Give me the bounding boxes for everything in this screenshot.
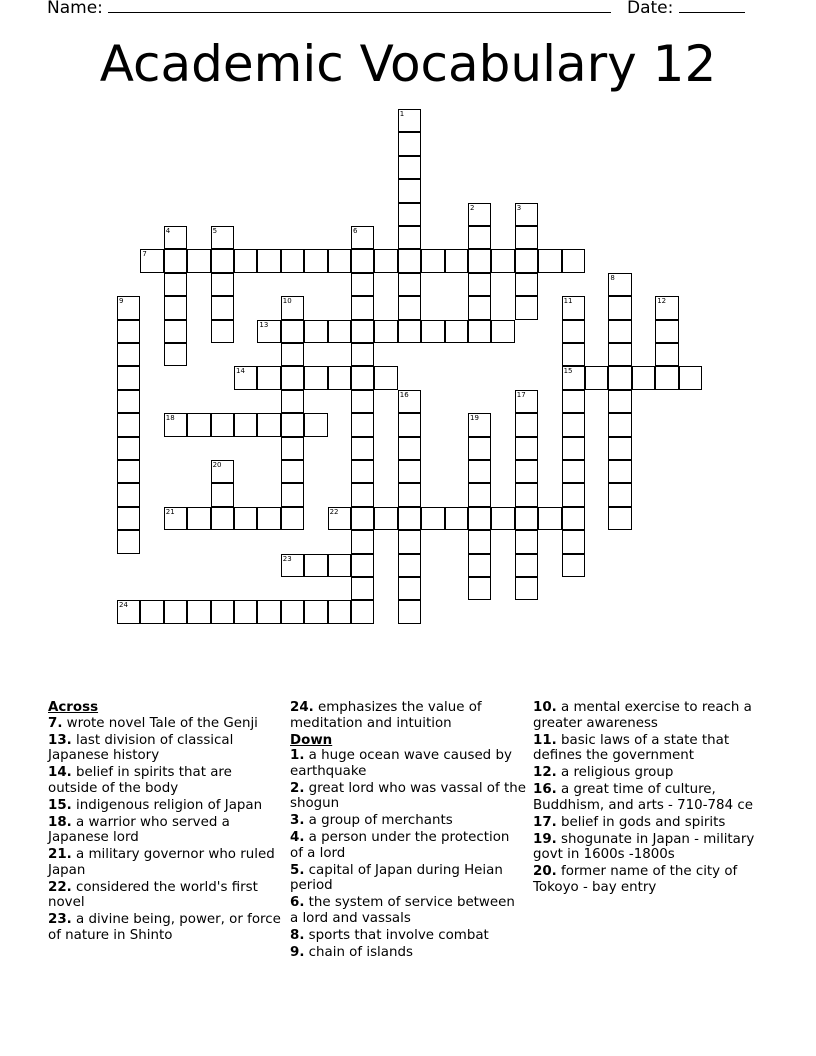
clue-text: a huge ocean wave caused by earthquake xyxy=(290,748,512,779)
crossword-cell[interactable] xyxy=(655,296,678,319)
clue-text: belief in spirits that are outside of the body xyxy=(48,765,232,796)
crossword-cell[interactable] xyxy=(655,320,678,343)
crossword-cell[interactable] xyxy=(398,109,421,132)
crossword-cell[interactable] xyxy=(281,343,304,366)
crossword-cell[interactable] xyxy=(398,226,421,249)
clue-text: great lord who was vassal of the shogun xyxy=(290,780,526,812)
clue-number: 17 xyxy=(516,390,526,399)
clue-label-number: 23. xyxy=(48,912,72,928)
crossword-cell[interactable] xyxy=(257,249,280,272)
crossword-cell[interactable] xyxy=(304,320,327,343)
crossword-cell[interactable] xyxy=(632,366,655,389)
clue-text: a religious group xyxy=(556,765,674,781)
clue-text: sports that involve combat xyxy=(304,928,489,944)
clue-label-number: 2. xyxy=(290,780,305,796)
crossword-cell[interactable] xyxy=(679,366,702,389)
crossword-cell[interactable] xyxy=(281,320,304,343)
clues-column-2 xyxy=(290,700,526,962)
crossword-cell[interactable] xyxy=(398,156,421,179)
clue-text: a great time of culture, Buddhism, and arts - 710-784 ce xyxy=(533,782,753,813)
crossword-cell[interactable] xyxy=(374,249,397,272)
crossword-cell[interactable] xyxy=(117,366,140,389)
crossword-cell[interactable] xyxy=(164,296,187,319)
crossword-cell[interactable] xyxy=(164,226,187,249)
clue-number: 20 xyxy=(212,461,222,469)
crossword-cell[interactable] xyxy=(234,366,257,389)
crossword-cell[interactable] xyxy=(281,554,304,577)
clue-number: 5 xyxy=(212,227,218,235)
crossword-cell[interactable] xyxy=(351,507,374,530)
crossword-cell[interactable] xyxy=(398,413,421,436)
crossword-cell[interactable] xyxy=(257,366,280,389)
crossword-cell[interactable] xyxy=(562,437,585,460)
crossword-cell[interactable] xyxy=(398,530,421,553)
crossword-cell[interactable] xyxy=(234,507,257,530)
clue-text: considered the world's first novel xyxy=(48,879,258,911)
crossword-cell[interactable] xyxy=(468,226,491,249)
crossword-cell[interactable] xyxy=(655,366,678,389)
crossword-cell[interactable] xyxy=(515,413,538,436)
clue-number: 11 xyxy=(563,297,573,306)
crossword-cell[interactable] xyxy=(608,296,631,319)
clue-label-number: 6. xyxy=(290,895,305,911)
across-clue xyxy=(48,880,284,911)
crossword-cell[interactable] xyxy=(351,296,374,319)
crossword-cell[interactable] xyxy=(515,437,538,460)
crossword-cell[interactable] xyxy=(328,366,351,389)
down-clue xyxy=(290,781,526,812)
crossword-cell[interactable] xyxy=(211,249,234,272)
crossword-cell[interactable] xyxy=(585,366,608,389)
crossword-cell[interactable] xyxy=(538,249,561,272)
clue-label-number: 19. xyxy=(533,831,557,847)
crossword-cell[interactable] xyxy=(491,507,514,530)
crossword-cell[interactable] xyxy=(281,483,304,506)
crossword-cell[interactable] xyxy=(164,249,187,272)
crossword-cell[interactable] xyxy=(211,226,234,249)
crossword-cell[interactable] xyxy=(468,320,491,343)
crossword-cell[interactable] xyxy=(562,530,585,553)
crossword-cell[interactable] xyxy=(187,507,210,530)
crossword-cell[interactable] xyxy=(211,320,234,343)
crossword-cell[interactable] xyxy=(211,483,234,506)
crossword-cell[interactable] xyxy=(562,390,585,413)
crossword-cell[interactable] xyxy=(468,460,491,483)
clue-label-number: 21. xyxy=(48,847,72,863)
crossword-cell[interactable] xyxy=(117,296,140,319)
crossword-cell[interactable] xyxy=(234,249,257,272)
crossword-cell[interactable] xyxy=(351,249,374,272)
crossword-cell[interactable] xyxy=(187,600,210,623)
clue-label-number: 8. xyxy=(290,928,305,944)
clue-text: the system of service between a lord and vassals xyxy=(290,895,515,927)
crossword-cell[interactable] xyxy=(257,600,280,623)
crossword-cell[interactable] xyxy=(211,460,234,483)
clue-number: 23 xyxy=(282,554,292,563)
crossword-cell[interactable] xyxy=(562,366,585,389)
clue-text: a person under the protection of a lord xyxy=(290,830,510,861)
crossword-cell[interactable] xyxy=(515,273,538,296)
crossword-cell[interactable] xyxy=(445,249,468,272)
crossword-cell[interactable] xyxy=(351,554,374,577)
crossword-cell[interactable] xyxy=(351,577,374,600)
crossword-cell[interactable] xyxy=(351,483,374,506)
clue-number: 6 xyxy=(353,227,358,235)
across-clues-column-1 xyxy=(48,700,284,945)
clue-text: capital of Japan during Heian period xyxy=(290,862,503,894)
crossword-cell[interactable] xyxy=(164,600,187,623)
crossword-cell[interactable] xyxy=(515,460,538,483)
crossword-cell[interactable] xyxy=(468,203,491,226)
crossword-cell[interactable] xyxy=(351,413,374,436)
crossword-cell[interactable] xyxy=(351,366,374,389)
crossword-cell[interactable] xyxy=(398,249,421,272)
crossword-cell[interactable] xyxy=(281,600,304,623)
down-clue xyxy=(290,895,526,926)
crossword-cell[interactable] xyxy=(468,437,491,460)
crossword-cell[interactable] xyxy=(328,320,351,343)
crossword-cell[interactable] xyxy=(117,343,140,366)
crossword-cell[interactable] xyxy=(515,249,538,272)
crossword-cell[interactable] xyxy=(117,600,140,623)
crossword-cell[interactable] xyxy=(211,273,234,296)
down-clue xyxy=(533,832,769,863)
crossword-cell[interactable] xyxy=(374,366,397,389)
crossword-cell[interactable] xyxy=(398,390,421,413)
crossword-cell[interactable] xyxy=(468,273,491,296)
down-clue xyxy=(533,733,769,764)
crossword-cell[interactable] xyxy=(608,507,631,530)
crossword-cell[interactable] xyxy=(562,296,585,319)
clue-text: former name of the city of Tokoyo - bay entry xyxy=(533,864,738,895)
clue-label-number: 20. xyxy=(533,864,557,880)
clue-number: 7 xyxy=(142,250,147,259)
clue-label-number: 18. xyxy=(48,814,72,830)
down-clue xyxy=(533,765,769,781)
date-label: Date: xyxy=(627,0,674,18)
crossword-cell[interactable] xyxy=(468,296,491,319)
crossword-cell[interactable] xyxy=(562,343,585,366)
clue-number: 14 xyxy=(236,367,245,376)
crossword-cell[interactable] xyxy=(211,296,234,319)
crossword-cell[interactable] xyxy=(374,320,397,343)
across-clue xyxy=(48,815,284,846)
crossword-cell[interactable] xyxy=(281,390,304,413)
crossword-cell[interactable] xyxy=(608,483,631,506)
crossword-cell[interactable] xyxy=(117,483,140,506)
crossword-cell[interactable] xyxy=(281,507,304,530)
crossword-cell[interactable] xyxy=(562,413,585,436)
crossword-cell[interactable] xyxy=(398,320,421,343)
crossword-cell[interactable] xyxy=(164,507,187,530)
clue-label-number: 13. xyxy=(48,732,72,748)
down-clue xyxy=(290,830,526,861)
crossword-cell[interactable] xyxy=(117,437,140,460)
clue-number: 18 xyxy=(165,414,175,423)
crossword-cell[interactable] xyxy=(351,226,374,249)
clue-text: wrote novel Tale of the Genji xyxy=(62,715,258,731)
crossword-cell[interactable] xyxy=(164,343,187,366)
crossword-cell[interactable] xyxy=(562,554,585,577)
crossword-cell[interactable] xyxy=(562,483,585,506)
crossword-cell[interactable] xyxy=(608,343,631,366)
clue-number: 12 xyxy=(657,297,667,306)
across-clue xyxy=(48,765,284,796)
clue-number: 16 xyxy=(399,390,409,399)
crossword-cell[interactable] xyxy=(257,320,280,343)
clue-label-number: 14. xyxy=(48,765,72,781)
crossword-cell[interactable] xyxy=(398,296,421,319)
crossword-cell[interactable] xyxy=(351,460,374,483)
clue-number: 3 xyxy=(516,203,522,212)
crossword-cell[interactable] xyxy=(257,507,280,530)
clue-number: 8 xyxy=(610,273,615,282)
crossword-cell[interactable] xyxy=(421,320,444,343)
crossword-cell[interactable] xyxy=(187,413,210,436)
crossword-cell[interactable] xyxy=(398,132,421,155)
clue-label-number: 5. xyxy=(290,862,305,878)
crossword-cell[interactable] xyxy=(398,600,421,623)
crossword-cell[interactable] xyxy=(117,530,140,553)
crossword-cell[interactable] xyxy=(608,366,631,389)
crossword-cell[interactable] xyxy=(655,343,678,366)
crossword-cell[interactable] xyxy=(608,273,631,296)
crossword-cell[interactable] xyxy=(398,554,421,577)
crossword-cell[interactable] xyxy=(445,320,468,343)
crossword-cell[interactable] xyxy=(515,530,538,553)
clue-label-number: 10. xyxy=(533,700,557,715)
crossword-cell[interactable] xyxy=(608,460,631,483)
crossword-cell[interactable] xyxy=(421,507,444,530)
crossword-cell[interactable] xyxy=(117,460,140,483)
clue-label-number: 24. xyxy=(290,700,314,715)
crossword-cell[interactable] xyxy=(234,600,257,623)
across-clue xyxy=(48,847,284,878)
crossword-cell[interactable] xyxy=(117,320,140,343)
crossword-cell[interactable] xyxy=(211,507,234,530)
clue-label-number: 15. xyxy=(48,797,72,813)
down-clue xyxy=(533,864,769,895)
crossword-cell[interactable] xyxy=(398,577,421,600)
clue-number: 10 xyxy=(282,297,292,306)
clue-number: 9 xyxy=(119,297,124,306)
crossword-cell[interactable] xyxy=(328,249,351,272)
clue-text: shogunate in Japan - military govt in 1600s -1800s xyxy=(533,831,755,863)
crossword-cell[interactable] xyxy=(304,600,327,623)
clue-number: 2 xyxy=(470,203,475,212)
crossword-cell[interactable] xyxy=(164,273,187,296)
clue-label-number: 22. xyxy=(48,879,72,895)
crossword-cell[interactable] xyxy=(491,249,514,272)
crossword-cell[interactable] xyxy=(304,413,327,436)
crossword-cell[interactable] xyxy=(117,507,140,530)
across-clue xyxy=(48,912,284,943)
crossword-cell[interactable] xyxy=(281,296,304,319)
crossword-cell[interactable] xyxy=(234,413,257,436)
crossword-cell[interactable] xyxy=(257,413,280,436)
crossword-cell[interactable] xyxy=(515,507,538,530)
crossword-cell[interactable] xyxy=(281,249,304,272)
crossword-cell[interactable] xyxy=(304,249,327,272)
crossword-cell[interactable] xyxy=(398,437,421,460)
crossword-cell[interactable] xyxy=(211,600,234,623)
clue-number: 24 xyxy=(119,601,128,610)
crossword-cell[interactable] xyxy=(211,413,234,436)
clue-number: 15 xyxy=(563,367,573,376)
clue-label-number: 1. xyxy=(290,748,305,764)
crossword-cell[interactable] xyxy=(351,320,374,343)
down-clue xyxy=(290,863,526,894)
clue-text: last division of classical Japanese history xyxy=(48,732,234,764)
name-label: Name: xyxy=(47,0,103,18)
crossword-cell[interactable] xyxy=(515,483,538,506)
crossword-cell[interactable] xyxy=(468,577,491,600)
clue-number: 22 xyxy=(329,507,339,516)
crossword-cell[interactable] xyxy=(398,483,421,506)
crossword-cell[interactable] xyxy=(468,249,491,272)
crossword-cell[interactable] xyxy=(398,507,421,530)
crossword-cell[interactable] xyxy=(351,343,374,366)
crossword-cell[interactable] xyxy=(281,437,304,460)
crossword-cell[interactable] xyxy=(164,320,187,343)
crossword-cell[interactable] xyxy=(468,413,491,436)
clue-text: indigenous religion of Japan xyxy=(71,797,263,813)
across-clue xyxy=(48,733,284,764)
crossword-cell[interactable] xyxy=(187,249,210,272)
down-clue xyxy=(290,748,526,779)
clue-label-number: 16. xyxy=(533,782,557,798)
crossword-cell[interactable] xyxy=(351,437,374,460)
crossword-cell[interactable] xyxy=(538,507,561,530)
clue-label-number: 4. xyxy=(290,830,305,846)
crossword-cell[interactable] xyxy=(328,554,351,577)
crossword-cell[interactable] xyxy=(562,249,585,272)
clue-label-number: 11. xyxy=(533,732,557,748)
down-clue xyxy=(290,945,526,961)
clues-column-3 xyxy=(533,700,769,897)
crossword-cell[interactable] xyxy=(351,273,374,296)
clue-text: basic laws of a state that defines the government xyxy=(533,732,730,764)
down-clue xyxy=(533,700,769,731)
crossword-cell[interactable] xyxy=(281,413,304,436)
down-clue xyxy=(290,928,526,944)
crossword-cell[interactable] xyxy=(468,507,491,530)
crossword-cell[interactable] xyxy=(608,320,631,343)
crossword-cell[interactable] xyxy=(117,390,140,413)
crossword-cell[interactable] xyxy=(562,320,585,343)
clue-label-number: 7. xyxy=(48,715,63,731)
crossword-cell[interactable] xyxy=(351,530,374,553)
clue-text: a warrior who served a Japanese lord xyxy=(48,814,230,846)
clue-text: a mental exercise to reach a greater awareness xyxy=(533,700,752,731)
clue-text: chain of islands xyxy=(304,945,413,961)
crossword-cell[interactable] xyxy=(398,273,421,296)
crossword-cell[interactable] xyxy=(281,460,304,483)
crossword-cell[interactable] xyxy=(398,203,421,226)
crossword-cell[interactable] xyxy=(328,507,351,530)
crossword-cell[interactable] xyxy=(374,507,397,530)
crossword-cell[interactable] xyxy=(140,249,163,272)
crossword-cell[interactable] xyxy=(608,437,631,460)
crossword-cell[interactable] xyxy=(515,554,538,577)
crossword-cell[interactable] xyxy=(328,600,351,623)
clue-label-number: 17. xyxy=(533,814,557,830)
crossword-cell[interactable] xyxy=(515,577,538,600)
clue-label-number: 3. xyxy=(290,813,305,829)
clue-number: 1 xyxy=(399,110,405,118)
crossword-cell[interactable] xyxy=(515,203,538,226)
crossword-cell[interactable] xyxy=(515,296,538,319)
down-clue xyxy=(533,815,769,831)
crossword-cell[interactable] xyxy=(304,554,327,577)
crossword-cell[interactable] xyxy=(398,179,421,202)
crossword-cell[interactable] xyxy=(140,600,163,623)
clue-text: a military governor who ruled Japan xyxy=(48,847,275,878)
down-heading: Down xyxy=(290,732,333,748)
across-clue xyxy=(48,716,284,732)
across-clue xyxy=(48,798,284,814)
clue-label-number: 9. xyxy=(290,945,305,961)
crossword-cell[interactable] xyxy=(117,413,140,436)
crossword-cell[interactable] xyxy=(562,507,585,530)
crossword-cell[interactable] xyxy=(468,530,491,553)
down-clue xyxy=(533,782,769,813)
crossword-cell[interactable] xyxy=(421,249,444,272)
crossword-cell[interactable] xyxy=(468,554,491,577)
crossword-cell[interactable] xyxy=(515,226,538,249)
crossword-cell[interactable] xyxy=(608,413,631,436)
crossword-cell[interactable] xyxy=(608,390,631,413)
crossword-cell[interactable] xyxy=(351,390,374,413)
clue-text: belief in gods and spirits xyxy=(556,814,726,830)
crossword-cell[interactable] xyxy=(445,507,468,530)
crossword-cell[interactable] xyxy=(351,600,374,623)
across-heading: Across xyxy=(48,700,99,715)
clue-text: emphasizes the value of meditation and intuition xyxy=(290,700,482,731)
clue-text: a group of merchants xyxy=(304,813,453,829)
crossword-cell[interactable] xyxy=(468,483,491,506)
down-clue xyxy=(290,813,526,829)
clue-number: 19 xyxy=(470,414,479,423)
crossword-cell[interactable] xyxy=(562,460,585,483)
clue-label-number: 12. xyxy=(533,765,557,781)
page-title: Academic Vocabulary 12 xyxy=(99,35,717,93)
crossword-cell[interactable] xyxy=(398,460,421,483)
clue-number: 21 xyxy=(165,507,175,516)
clue-number: 4 xyxy=(165,227,171,235)
clue-number: 13 xyxy=(259,320,269,329)
clue-text: a divine being, power, or force of nature in Shinto xyxy=(48,912,281,944)
crossword-cell[interactable] xyxy=(515,390,538,413)
crossword-cell[interactable] xyxy=(491,320,514,343)
crossword-cell[interactable] xyxy=(304,366,327,389)
across-clue xyxy=(290,700,526,731)
crossword-cell[interactable] xyxy=(164,413,187,436)
crossword-cell[interactable] xyxy=(281,366,304,389)
